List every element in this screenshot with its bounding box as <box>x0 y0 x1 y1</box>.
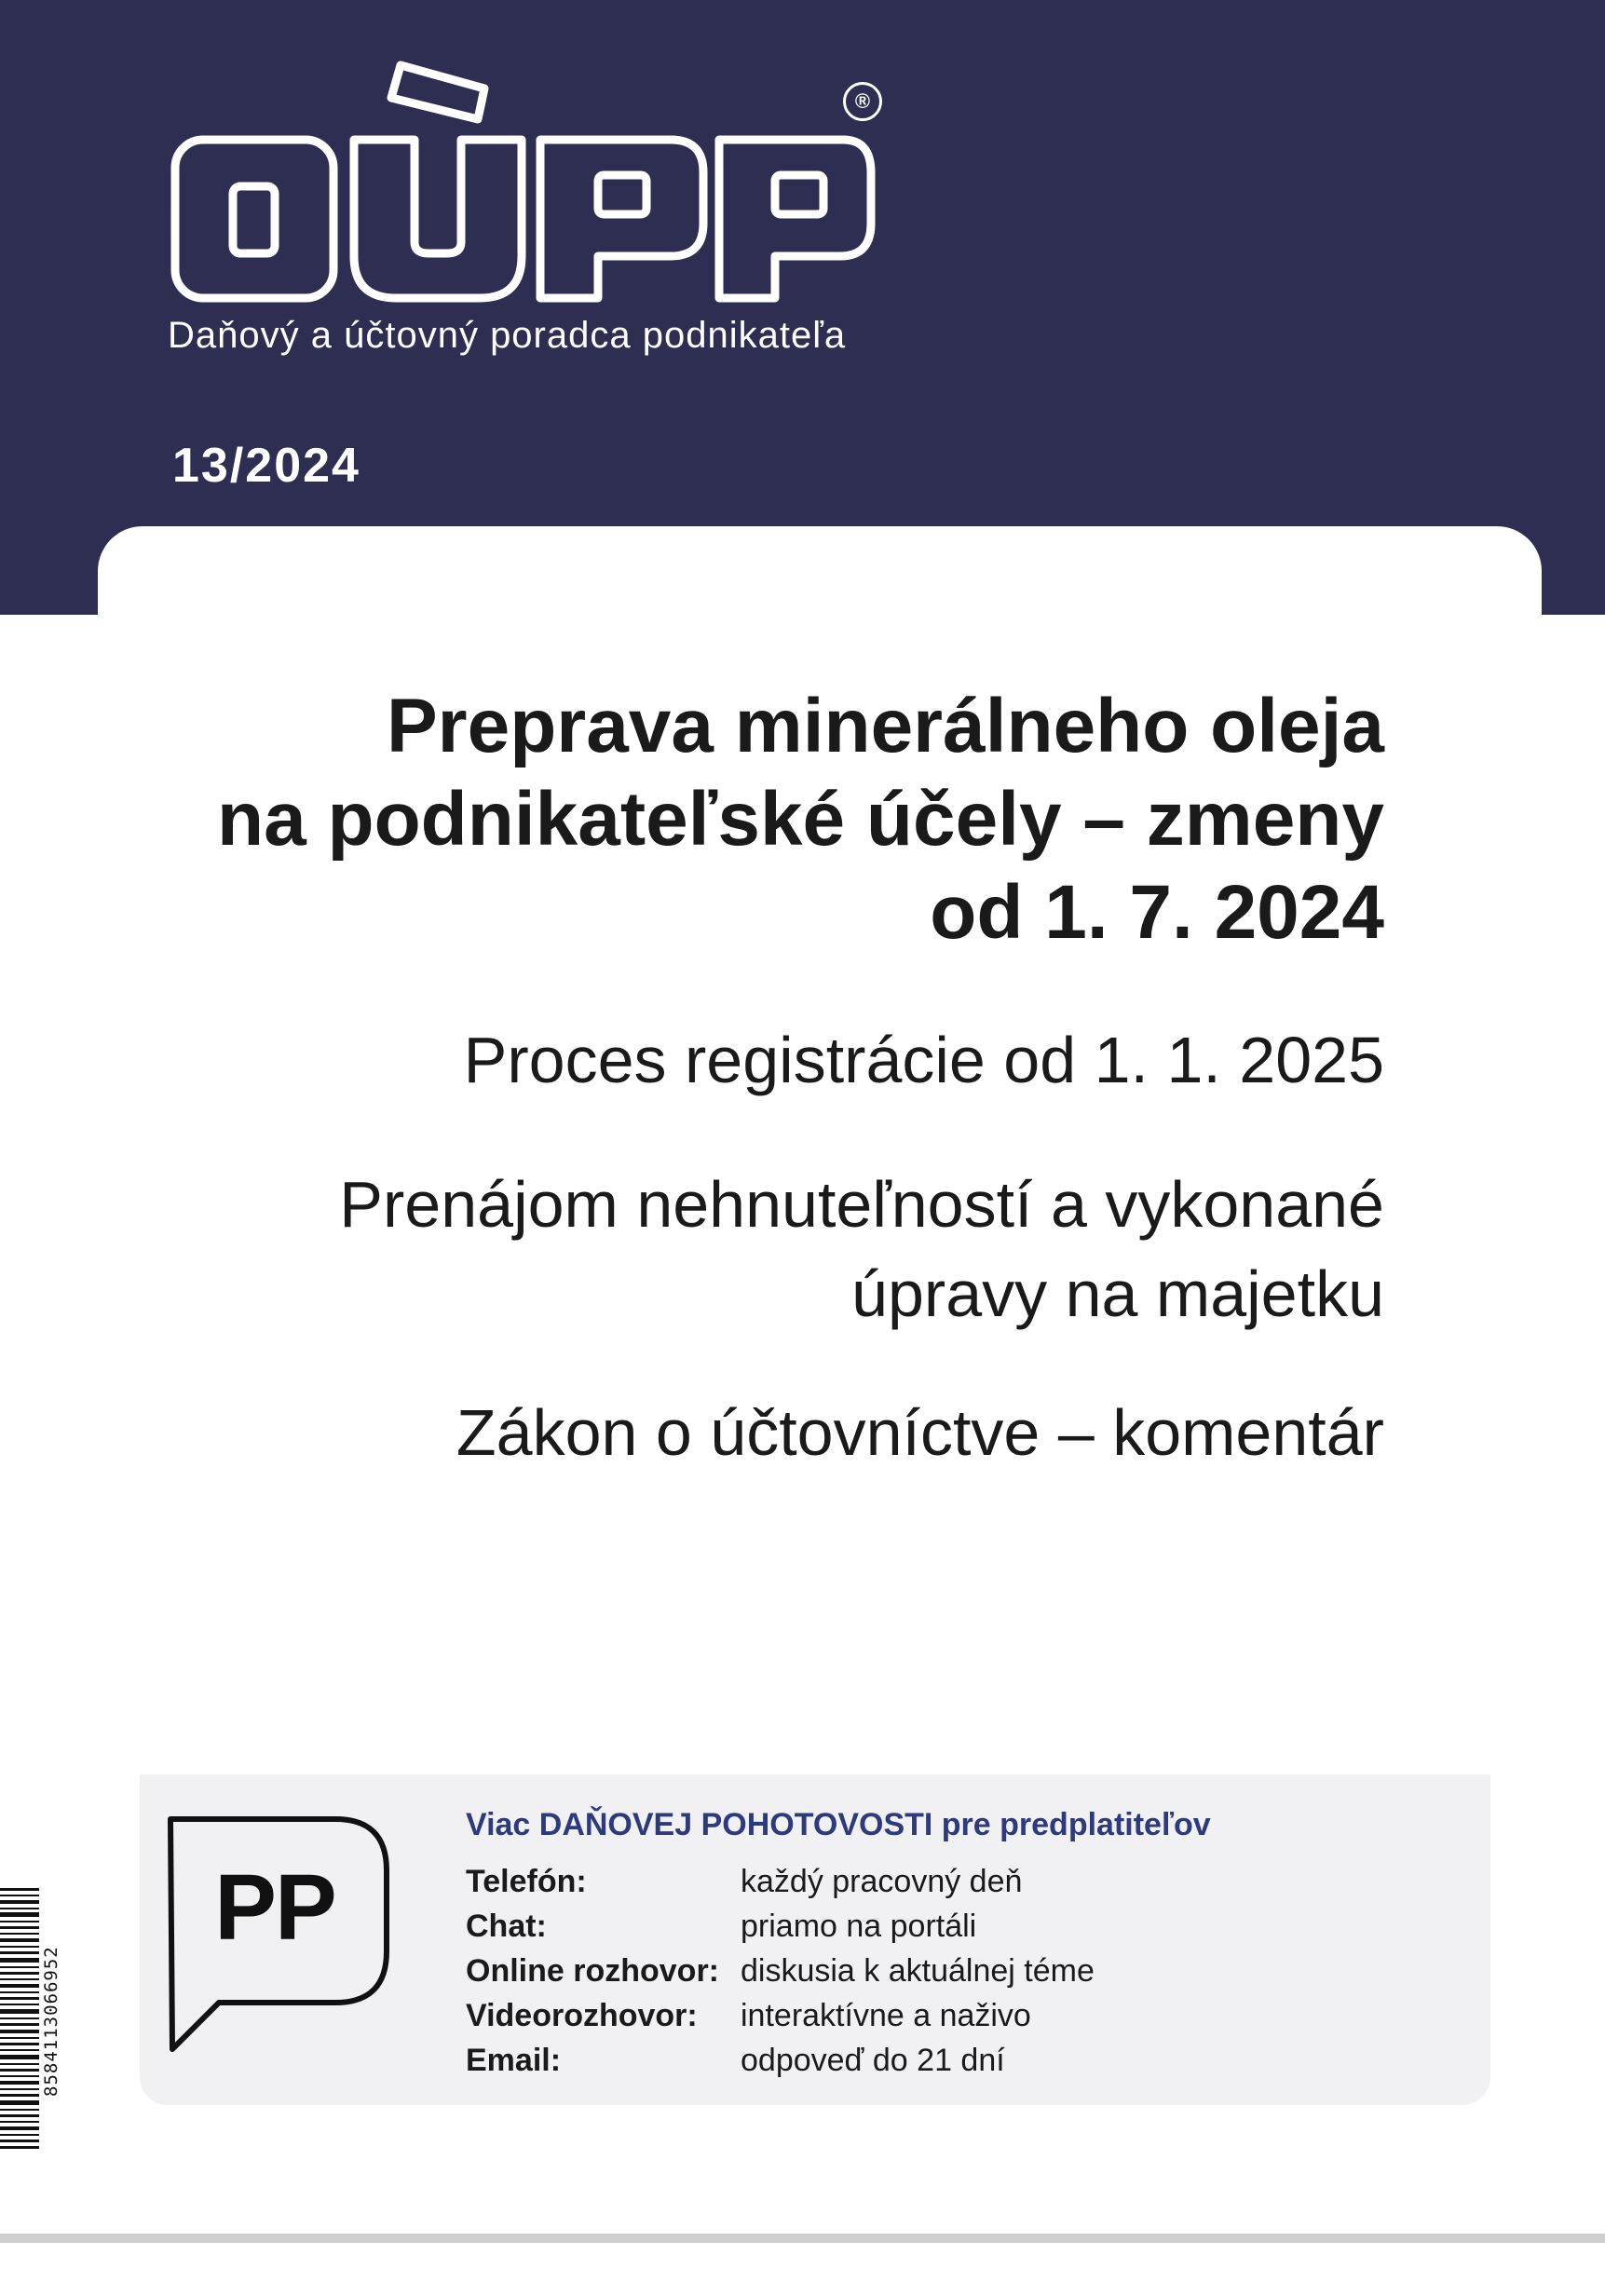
info-label: Email: <box>466 2043 562 2078</box>
info-value: odpoveď do 21 dní <box>741 2043 1005 2078</box>
main-headline <box>80 680 1384 959</box>
info-value: diskusia k aktuálnej téme <box>741 1953 1095 1989</box>
pp-icon-label: PP <box>214 1855 335 1960</box>
topic-line: Zákon o účtovníctve – komentár <box>456 1396 1384 1469</box>
info-row-online <box>466 1949 1095 1993</box>
dupp-logo <box>168 56 876 307</box>
info-title: Viac DAŇOVEJ POHOTOVOSTI pre predplatiteľov <box>466 1807 1211 1842</box>
registered-mark-icon: ® <box>843 82 882 121</box>
topic-registration <box>80 1015 1384 1105</box>
topic-line: úpravy na majetku <box>851 1257 1384 1330</box>
magazine-subtitle: Daňový a účtovný poradca podnikateľa <box>168 315 847 356</box>
info-label: Chat: <box>466 1909 547 1944</box>
issue-number: 13/2024 <box>172 439 360 493</box>
info-label: Telefón: <box>466 1864 587 1899</box>
page-edge <box>0 2234 1605 2243</box>
headline-line: od 1. 7. 2024 <box>930 870 1384 955</box>
info-value: každý pracovný deň <box>741 1864 1023 1899</box>
info-label: Videorozhovor: <box>466 1998 698 2033</box>
info-list <box>466 1859 1095 2083</box>
topic-line: Prenájom nehnuteľností a vykonané <box>339 1168 1384 1241</box>
info-value: interaktívne a naživo <box>741 1998 1031 2033</box>
headline-line: na podnikateľské účely – zmeny <box>217 777 1384 862</box>
info-row-phone <box>466 1859 1095 1904</box>
topic-rental <box>80 1160 1384 1338</box>
topic-line: Proces registrácie od 1. 1. 2025 <box>463 1024 1384 1096</box>
info-row-chat <box>466 1904 1095 1949</box>
info-label: Online rozhovor: <box>466 1953 719 1989</box>
info-row-email <box>466 2038 1095 2083</box>
info-value: priamo na portáli <box>741 1909 977 1944</box>
info-row-video <box>466 1993 1095 2038</box>
topic-accounting-act <box>80 1388 1384 1477</box>
headline-line: Preprava minerálneho oleja <box>386 684 1384 768</box>
barcode-digits: 8584113066952 <box>41 1891 67 2152</box>
